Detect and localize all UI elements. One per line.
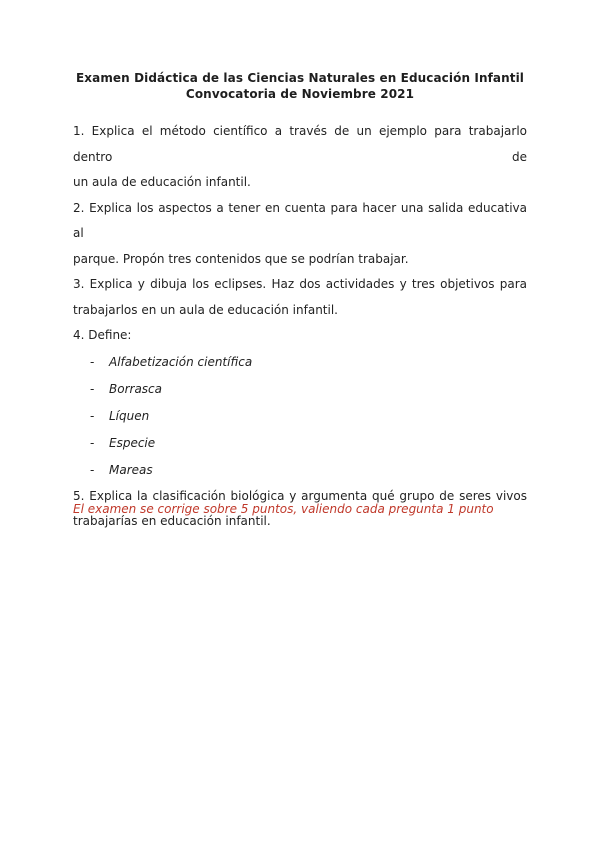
exam-title: Examen Didáctica de las Ciencias Naturales en Educación Infantil	[75, 71, 525, 85]
question-2-line-1: 2. Explica los aspectos a tener en cuenta para hacer una salida educativa al	[73, 200, 527, 240]
questions-body	[73, 119, 527, 535]
question-1-line-2: un aula de educación infantil.	[73, 175, 251, 189]
question-3-line-1: 3. Explica y dibuja los eclipses. Haz dos actividades y tres objetivos para	[73, 277, 527, 291]
question-1-line-1: 1. Explica el método científico a través de un ejemplo para trabajarlo dentro de	[73, 124, 527, 164]
grading-note: El examen se corrige sobre 5 puntos, valiendo cada pregunta 1 punto	[73, 502, 494, 516]
definition-term: Mareas	[109, 462, 153, 477]
list-item	[73, 403, 527, 430]
list-bullet: -	[90, 408, 95, 423]
question-4-line-1: 4. Define:	[73, 328, 132, 342]
definition-term: Borrasca	[109, 381, 162, 396]
question-3	[73, 272, 527, 323]
list-bullet: -	[90, 462, 95, 477]
question-1	[73, 119, 527, 196]
list-bullet: -	[90, 435, 95, 450]
list-item	[73, 376, 527, 403]
question-5-line-1: 5. Explica la clasificación biológica y argumenta qué grupo de seres vivos	[73, 488, 527, 503]
definition-term: Especie	[109, 435, 156, 450]
definition-term: Líquen	[109, 408, 150, 423]
question-5-line-2: trabajarías en educación infantil.	[73, 514, 271, 528]
list-item	[73, 349, 527, 376]
question-3-line-2: trabajarlos en un aula de educación infantil.	[73, 302, 338, 317]
list-item	[73, 457, 527, 484]
definition-term: Alfabetización científica	[109, 354, 253, 369]
question-4	[73, 323, 527, 349]
list-bullet: -	[90, 354, 95, 369]
exam-subtitle: Convocatoria de Noviembre 2021	[185, 87, 415, 101]
question-2	[73, 196, 527, 273]
definitions-list	[73, 349, 527, 484]
list-item	[73, 430, 527, 457]
list-bullet: -	[90, 381, 95, 396]
question-2-line-2: parque. Propón tres contenidos que se podrían trabajar.	[73, 251, 409, 266]
